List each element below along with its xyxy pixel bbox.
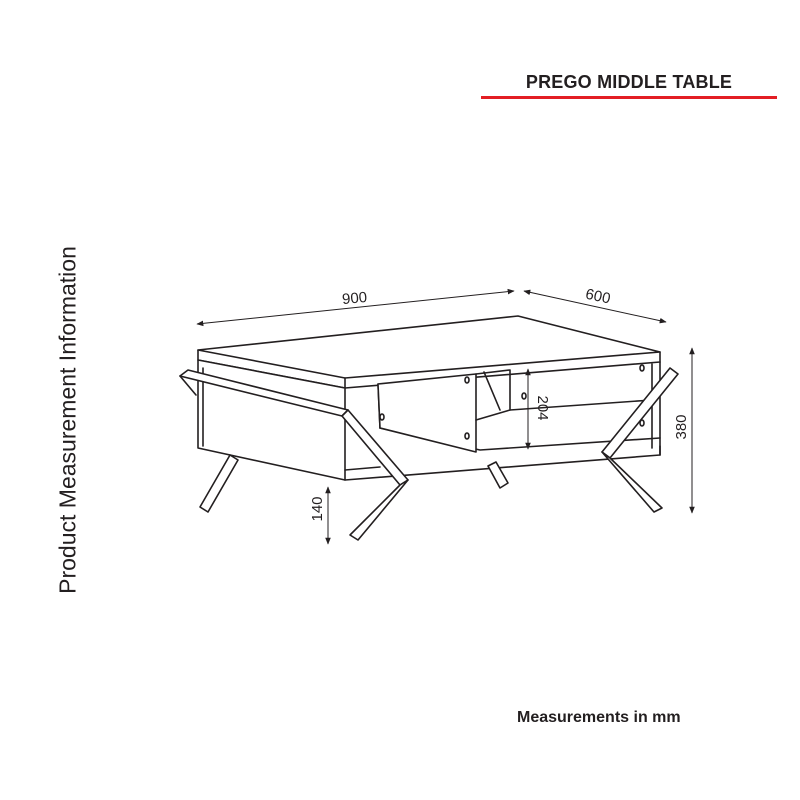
left-frame-front-leg bbox=[350, 480, 408, 540]
leg-height-label: 140 bbox=[309, 496, 326, 522]
right-frame-top-bar bbox=[602, 368, 678, 458]
side-heading: Product Measurement Information bbox=[54, 246, 81, 594]
height-label: 380 bbox=[673, 414, 690, 440]
left-frame-back-leg bbox=[200, 455, 238, 512]
table-top bbox=[198, 316, 660, 378]
shelf-height-label: 204 bbox=[534, 395, 551, 421]
inner-divider bbox=[378, 374, 476, 452]
rear-leg bbox=[488, 462, 508, 488]
product-title: PREGO MIDDLE TABLE bbox=[525, 72, 733, 92]
measurement-unit-note: Measurements in mm bbox=[517, 709, 681, 726]
right-frame-leg bbox=[602, 452, 662, 512]
depth-label: 600 bbox=[583, 285, 612, 308]
width-label: 900 bbox=[341, 288, 368, 309]
